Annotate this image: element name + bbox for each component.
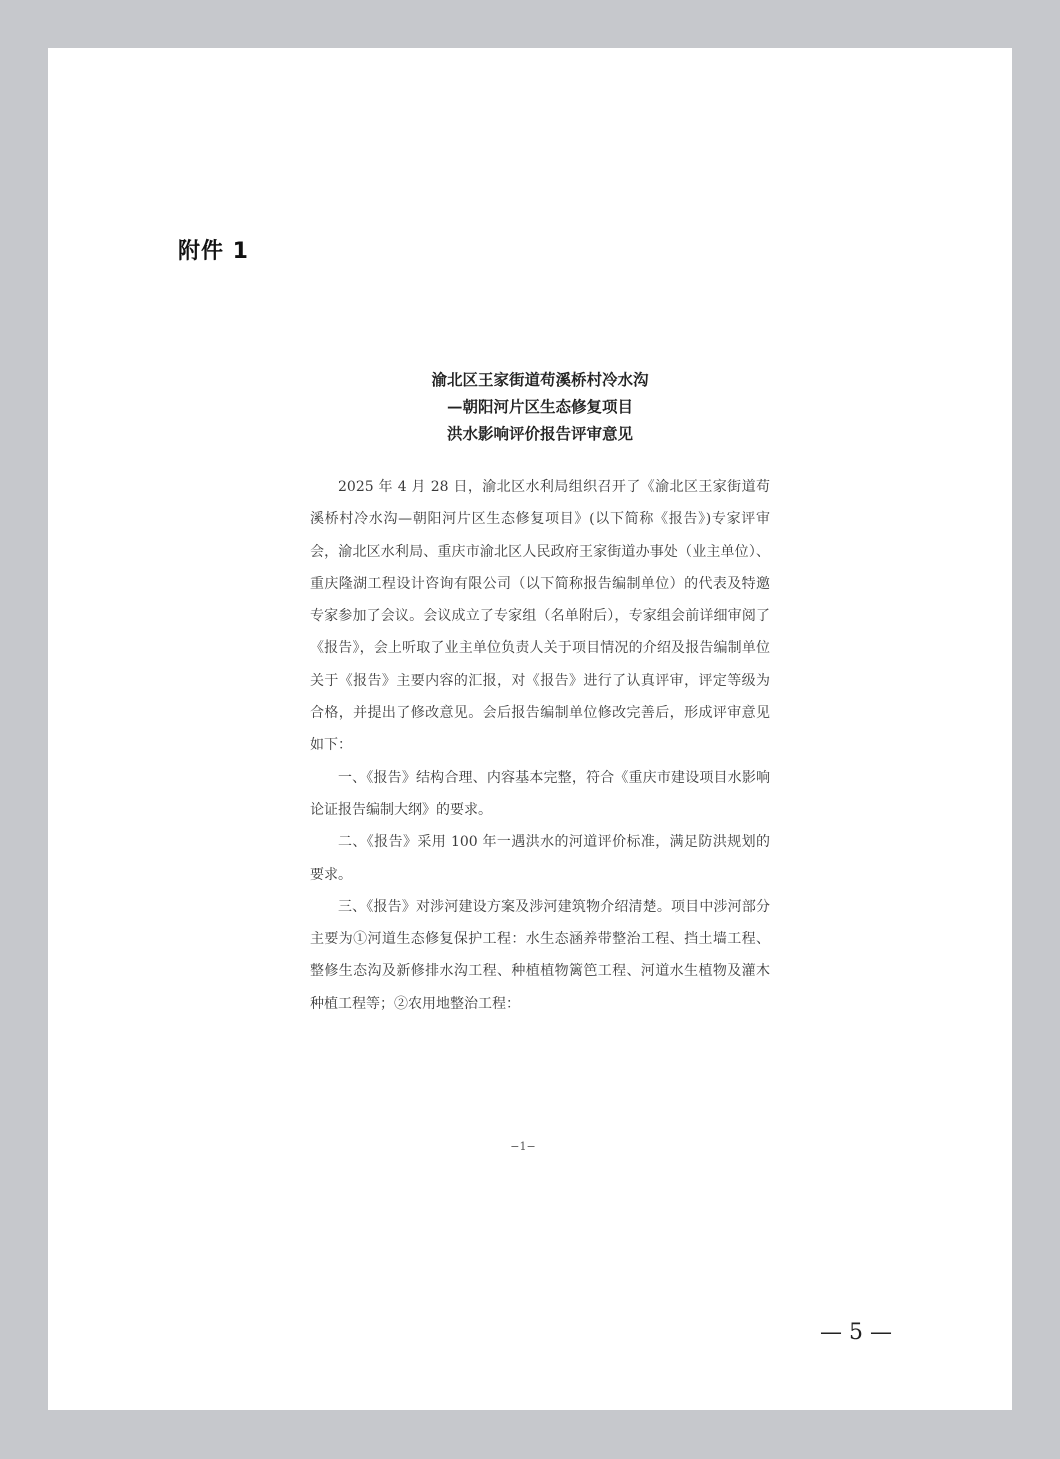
body-paragraph: 2025 年 4 月 28 日，渝北区水利局组织召开了《渝北区王家街道苟溪桥村冷水沟—朝阳河片区生态修复项目》(以下简称《报告》)专家评审会，渝北区水利局、重庆市渝北区人民政府王家街道办事处（业主单位）、重庆隆湖工程设计咨询有限公司（以下简称报告编制单位）的代表及特邀专家参加了会议。会议成立了专家组（名单附后），专家组会前详细审阅了《报告》，会上听取了业主单位负责人关于项目情况的介绍及报告编制单位关于《报告》主要内容的汇报，对《报告》进行了认真评审，评定等级为合格，并提出了修改意见。会后报告编制单位修改完善后，形成评审意见如下： xyxy=(310,479,770,754)
title-line: —朝阳河片区生态修复项目 xyxy=(446,397,633,416)
scanned-document xyxy=(310,366,770,1020)
document-body xyxy=(310,471,770,1020)
title-line: 渝北区王家街道苟溪桥村冷水沟 xyxy=(431,370,649,389)
attachment-label: 附件 1 xyxy=(178,239,249,264)
body-paragraph: 三、《报告》对涉河建设方案及涉河建筑物介绍清楚。项目中涉河部分主要为①河道生态修复保护工程：水生态涵养带整治工程、挡土墙工程、整修生态沟及新修排水沟工程、种植植物篱笆工程、河道水生植物及灌木种植工程等；②农用地整治工程： xyxy=(310,898,770,1012)
body-paragraph: 一、《报告》结构合理、内容基本完整，符合《重庆市建设项目水影响论证报告编制大纲》的要求。 xyxy=(310,769,770,818)
document-page xyxy=(48,48,1012,1410)
document-title xyxy=(310,366,770,447)
page-number: — 5 — xyxy=(820,1320,892,1345)
body-paragraph: 二、《报告》采用 100 年一遇洪水的河道评价标准，满足防洪规划的要求。 xyxy=(310,834,770,883)
scanned-page-number: −1− xyxy=(510,1140,536,1153)
title-line: 洪水影响评价报告评审意见 xyxy=(446,424,633,443)
